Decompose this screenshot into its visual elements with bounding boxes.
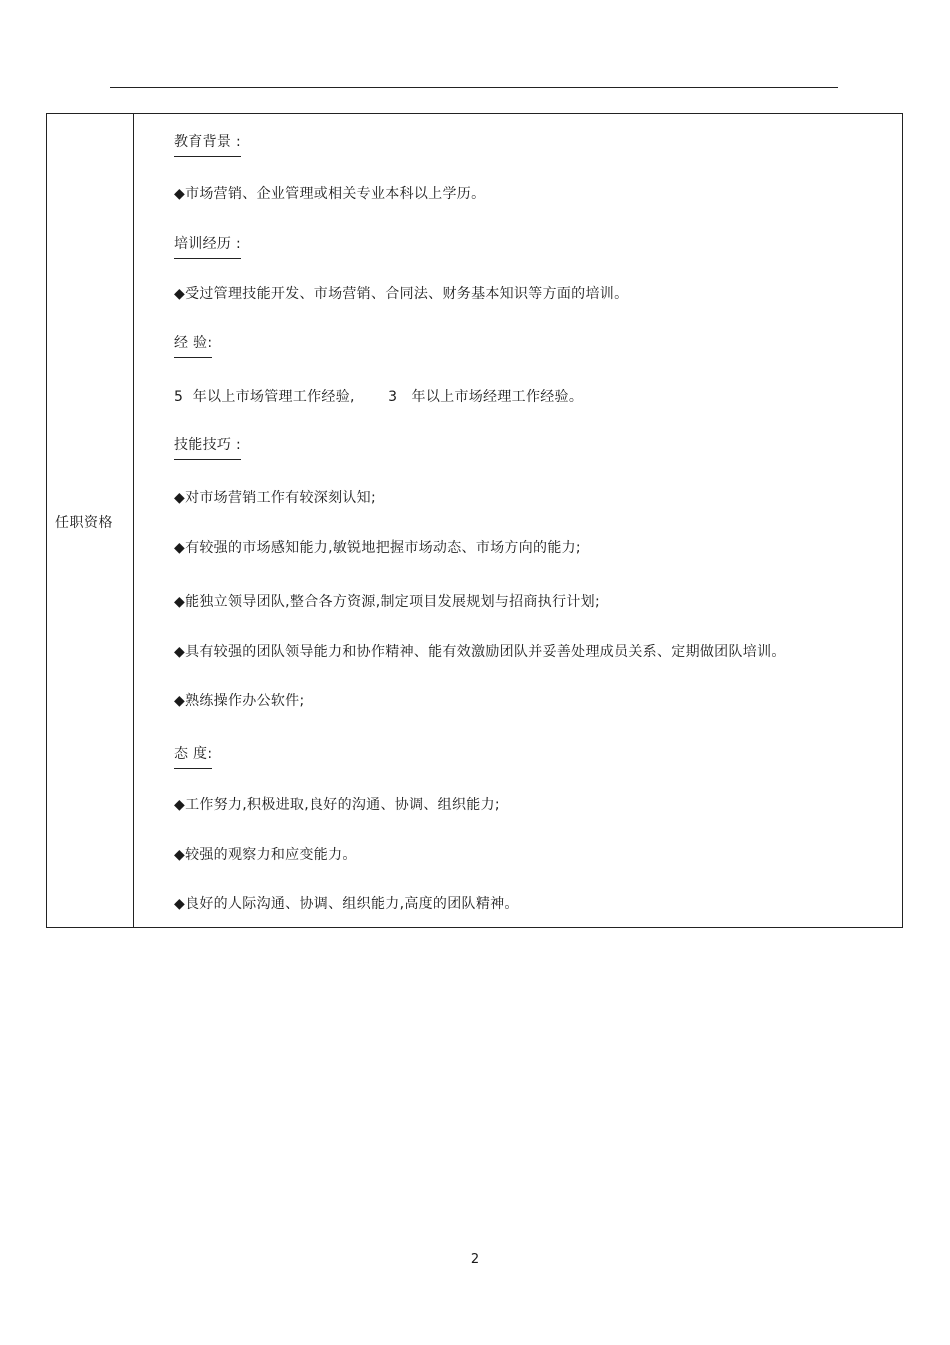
education-heading: 教育背景 : [174,131,241,157]
training-item: ◆受过管理技能开发、市场营销、合同法、财务基本知识等方面的培训。 [174,286,629,302]
experience-years-market-mgmt: 5 [174,389,184,405]
skills-item: ◆有较强的市场感知能力,敏锐地把握市场动态、市场方向的能力; [174,540,581,556]
experience-heading: 经 验: [174,332,212,358]
header-rule [110,87,838,88]
education-item: ◆市场营销、企业管理或相关专业本科以上学历。 [174,186,486,202]
attitude-item: ◆较强的观察力和应变能力。 [174,847,357,863]
skills-item: ◆对市场营销工作有较深刻认知; [174,490,376,506]
experience-text-a: 年以上市场管理工作经验, [192,389,355,405]
section-content-cell [134,114,902,927]
section-label: 任职资格 [55,515,113,531]
page-number: 2 [470,1252,480,1267]
attitude-item: ◆工作努力,积极进取,良好的沟通、协调、组织能力; [174,797,500,813]
attitude-heading: 态 度: [174,743,212,769]
skills-item: ◆熟练操作办公软件; [174,693,305,709]
qualifications-table [46,113,903,928]
attitude-item: ◆良好的人际沟通、协调、组织能力,高度的团队精神。 [174,896,519,912]
skills-item: ◆具有较强的团队领导能力和协作精神、能有效激励团队并妥善处理成员关系、定期做团队培训。 [174,644,786,660]
skills-item: ◆能独立领导团队,整合各方资源,制定项目发展规划与招商执行计划; [174,594,600,610]
experience-text-b: 年以上市场经理工作经验。 [411,389,584,405]
experience-line [174,386,583,406]
section-label-cell [47,114,134,927]
experience-years-market-manager: 3 [388,389,398,405]
skills-heading: 技能技巧 : [174,434,241,460]
training-heading: 培训经历 : [174,233,241,259]
